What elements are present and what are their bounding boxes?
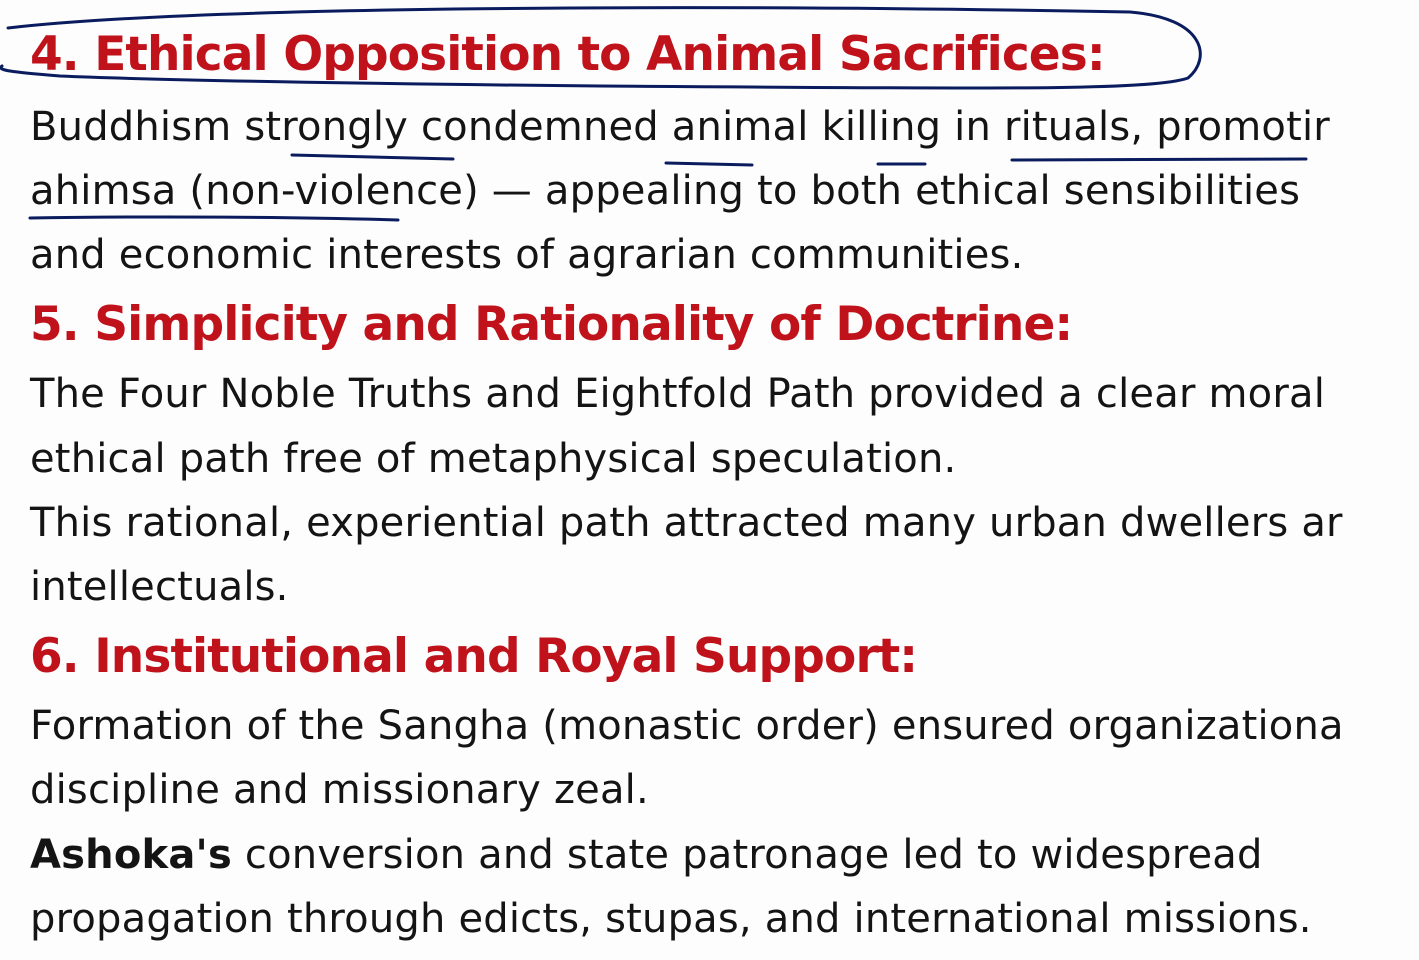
ashoka-term: Ashoka's bbox=[30, 832, 232, 878]
body-line: ethical path free of metaphysical speculation. bbox=[30, 436, 957, 482]
heading-institutional-support: 6. Institutional and Royal Support: bbox=[30, 629, 918, 684]
body-line: intellectuals. bbox=[30, 564, 289, 610]
body-line: discipline and missionary zeal. bbox=[30, 767, 649, 813]
ashoka-line bbox=[30, 832, 1263, 878]
underline-rituals bbox=[1012, 159, 1306, 160]
underline-ahimsa bbox=[30, 217, 398, 220]
body-line: propagation through edicts, stupas, and international missions. bbox=[30, 896, 1312, 942]
ashoka-line-rest: conversion and state patronage led to widespread bbox=[231, 832, 1263, 878]
body-line: The Four Noble Truths and Eightfold Path provided a clear moral bbox=[30, 371, 1326, 417]
heading-ethical-opposition: 4. Ethical Opposition to Animal Sacrifices: bbox=[30, 27, 1105, 82]
heading-simplicity-rationality: 5. Simplicity and Rationality of Doctrine: bbox=[30, 297, 1073, 352]
body-line: Formation of the Sangha (monastic order) ensured organizationa bbox=[30, 703, 1344, 749]
body-line: Buddhism strongly condemned animal killing in rituals, promotir bbox=[30, 104, 1330, 150]
underline-animal bbox=[666, 163, 752, 165]
underline-strongly bbox=[292, 155, 453, 159]
body-line: This rational, experiential path attracted many urban dwellers ar bbox=[30, 500, 1343, 546]
body-line: ahimsa (non-violence) — appealing to both ethical sensibilities bbox=[30, 168, 1301, 214]
body-line: and economic interests of agrarian communities. bbox=[30, 232, 1024, 278]
